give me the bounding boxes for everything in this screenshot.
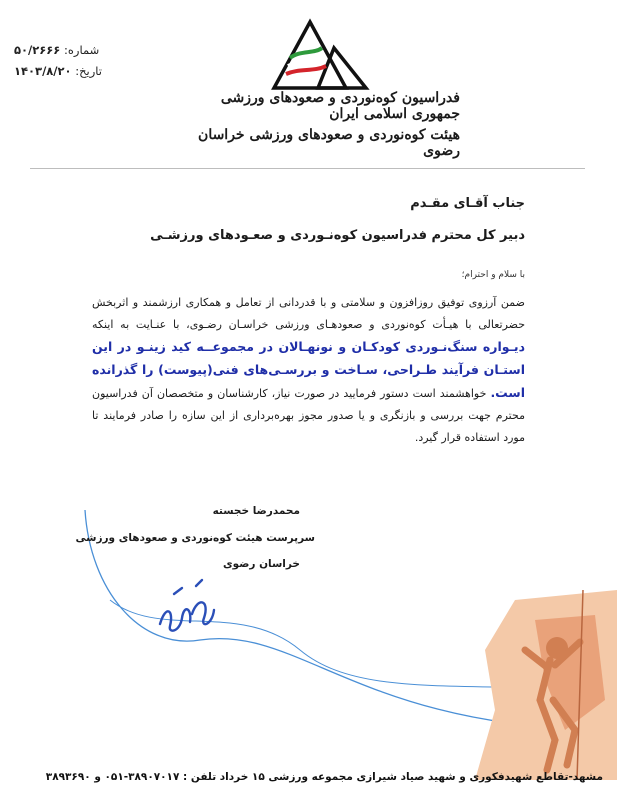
letter-body xyxy=(92,292,525,449)
climber-silhouette-graphic xyxy=(455,590,617,780)
body-paragraph-end: خواهشمند است دستور فرمایید در صورت نیاز، کارشناسان و متخصصان آن فدراسیون محترم جهت بررسی و بازنگری و یا صدور مجوز بهره‌برداری از این سازه را صادر فرمایند تا مورد استفاده قرار گیرد. xyxy=(92,387,525,444)
recipient-title: دبیر کل محترم فدراسیون کوه‌نـوردی و صعـودهای ورزشـی xyxy=(150,228,525,243)
signatory-city: خراسان رضوی xyxy=(223,558,300,570)
signatory-name: محمدرضا خجسته xyxy=(212,505,300,517)
reference-number-row xyxy=(14,40,134,61)
federation-name: فدراسیون کوه‌نوردی و صعودهای ورزشی جمهوری اسلامی ایران xyxy=(220,90,460,122)
board-name: هیئت کوه‌نوردی و صعودهای ورزشی خراسان رضوی xyxy=(198,127,460,159)
recipient-name: جناب آقـای مقـدم xyxy=(410,196,525,211)
header-divider xyxy=(30,168,585,169)
body-highlight: دیـواره سنگ‌نـوردی کودکـان و نونهـالان در مجموعــه کید زینـو در این استـان فرآیند طـراحی، سـاخت و بررسـی‌های فنی(پیوست) را گذرانده است. xyxy=(92,339,525,400)
handwritten-signature xyxy=(152,574,222,638)
greeting: با سلام و احترام؛ xyxy=(461,270,525,280)
reference-number-label: شماره: xyxy=(63,43,100,57)
reference-date-value: ۱۴۰۳/۸/۲۰ xyxy=(14,64,72,78)
reference-number-value: ۵۰/۲۶۶۶ xyxy=(14,43,61,57)
body-paragraph-start: ضمن آرزوی توفیق روزافزون و سلامتی و با قدردانی از تعامل و همکاری ارزشمند و اثربخش حضرتعالی با هیـأت کوه‌نوردی و صعودهـای ورزشی خراسـان رضـوی، با عنـایت به اینکه xyxy=(92,296,525,331)
reference-date-row xyxy=(14,61,134,82)
reference-block xyxy=(14,40,134,82)
signatory-title: سرپرست هیئت کوه‌نوردی و صعودهای ورزشی xyxy=(75,532,315,544)
footer-address: مشهد-تقاطع شهیدفکوری و شهید صیاد شیرازی مجموعه ورزشی ۱۵ خرداد تلفن : ۳۸۹۰۷۰۱۷-۰۵۱ و ۳۸۹۳۶۹۰ xyxy=(45,771,603,783)
federation-mountain-logo xyxy=(270,18,370,94)
reference-date-label: تاریخ: xyxy=(75,64,102,78)
